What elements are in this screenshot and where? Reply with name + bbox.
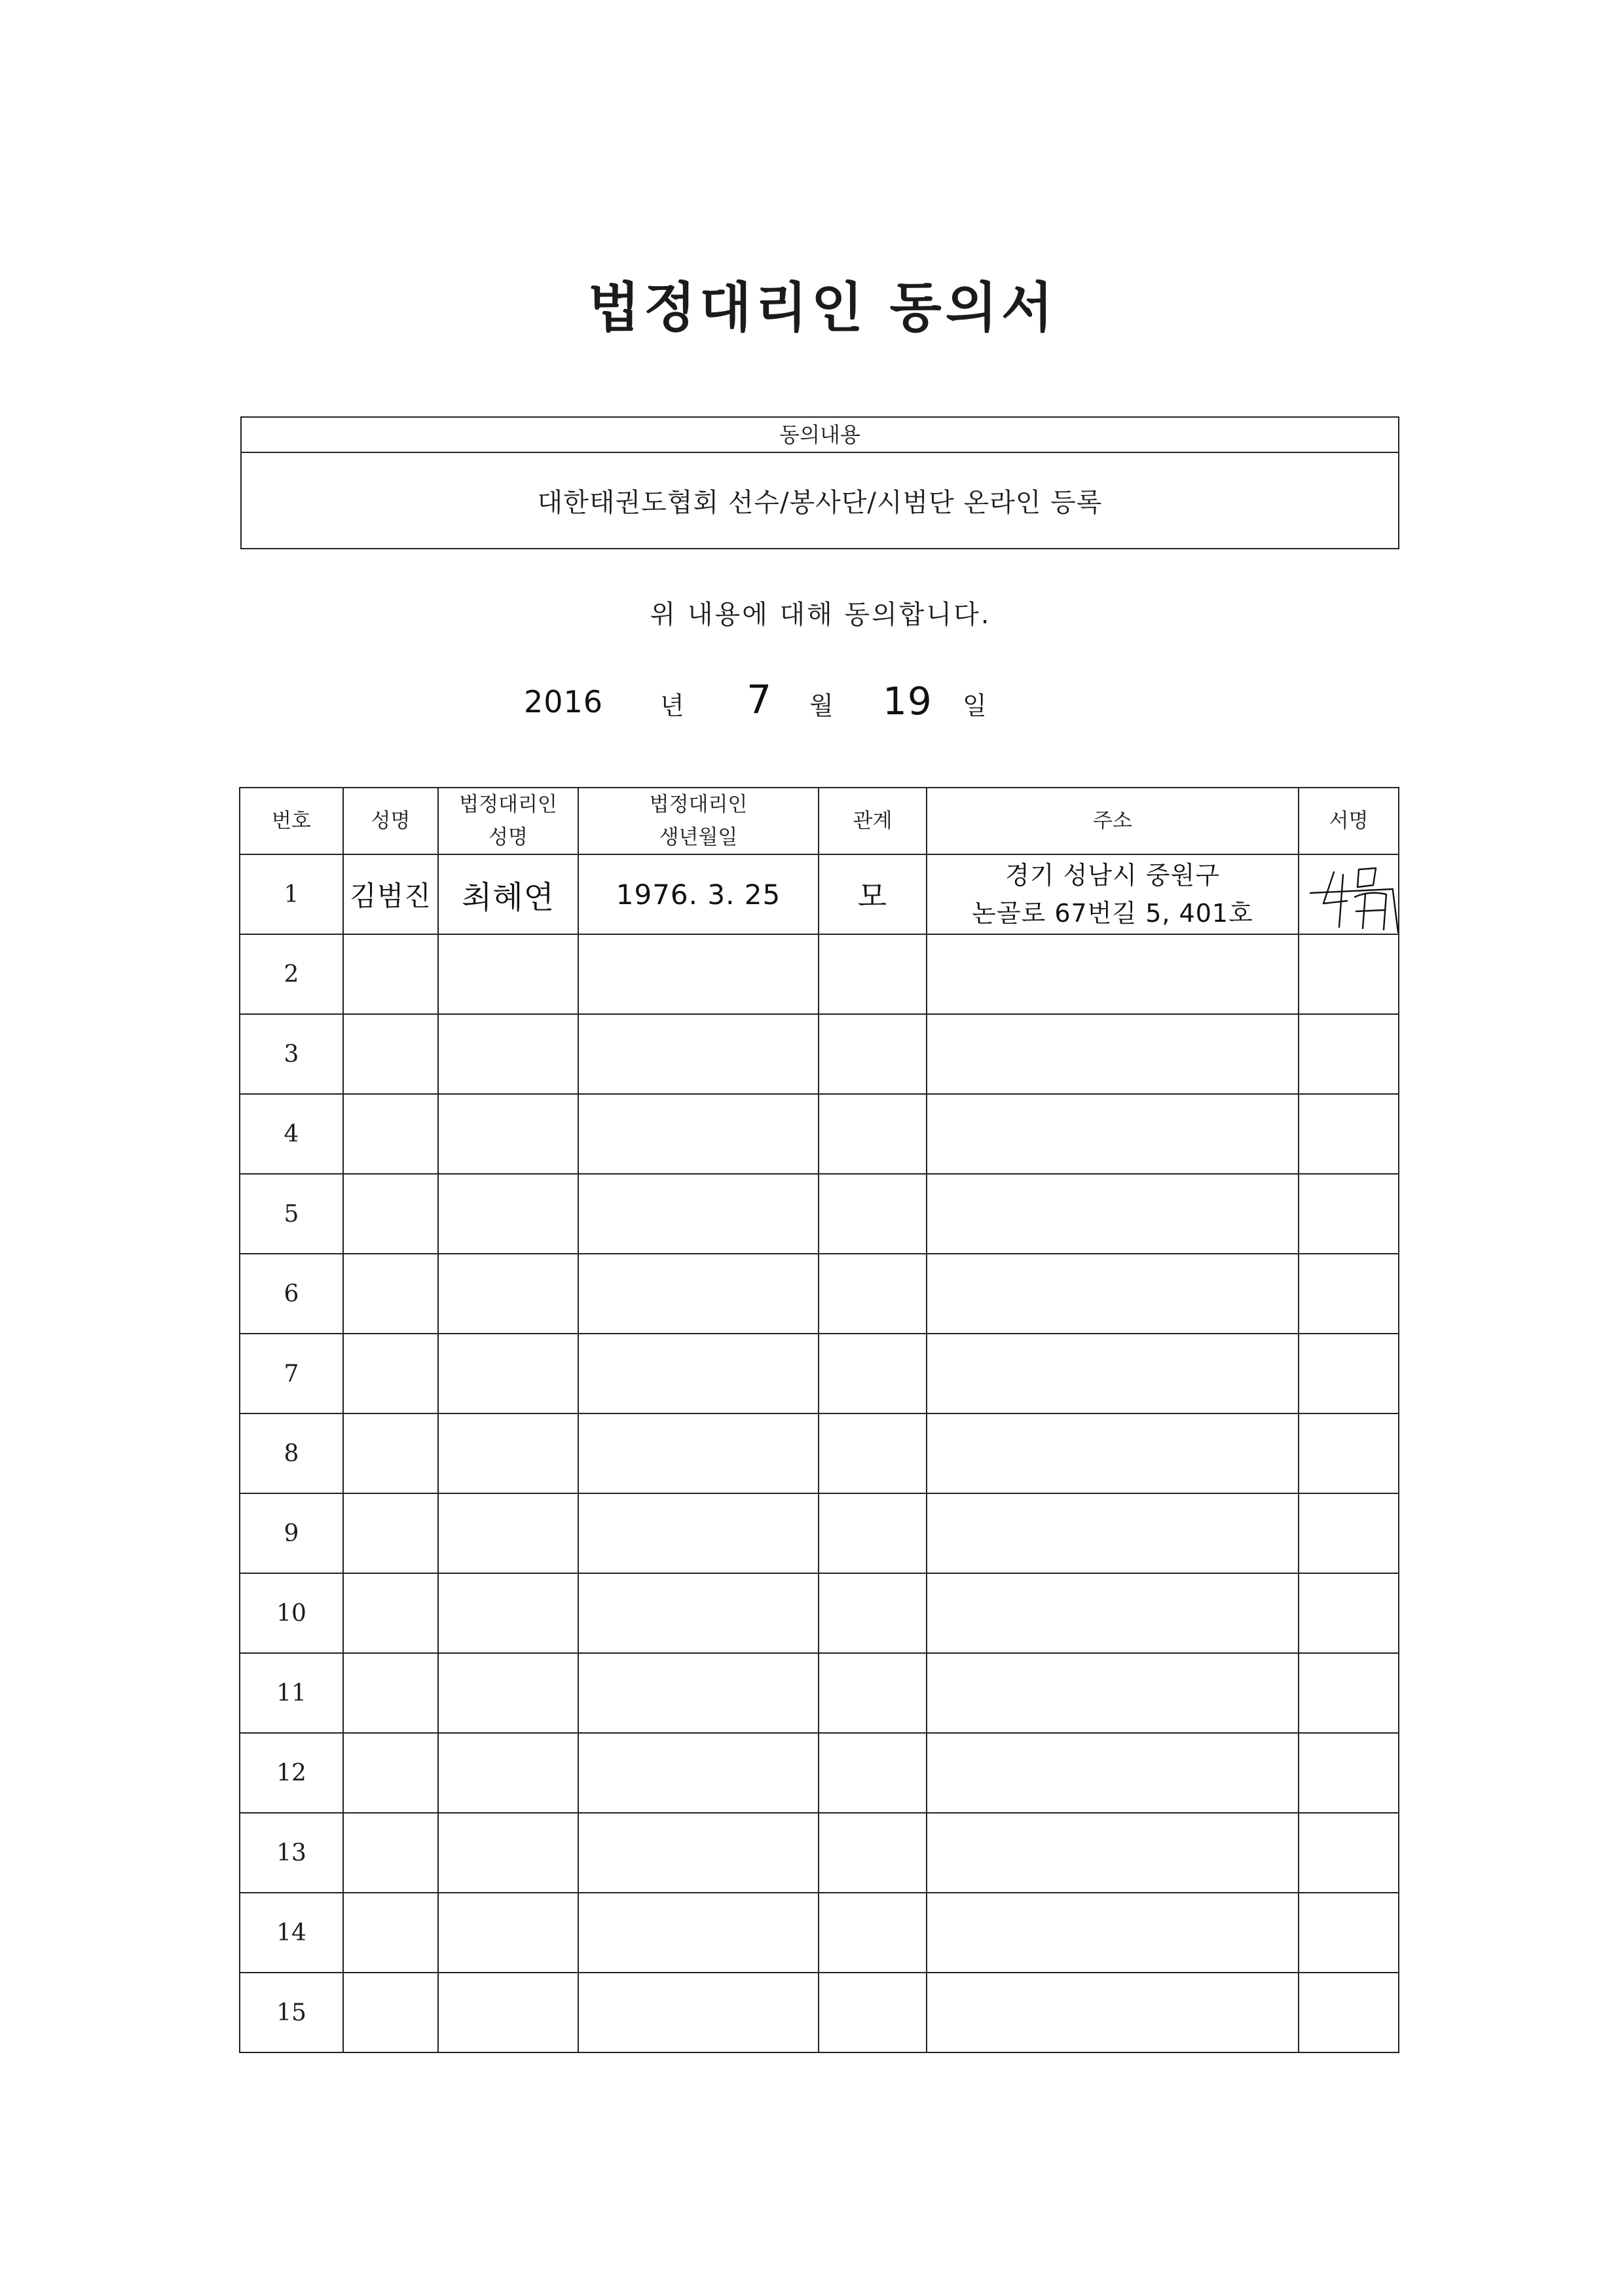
relationship-cell [819,1973,927,2052]
table-row [240,934,1399,1014]
consent-box-header: 동의내용 [242,418,1398,453]
guardian-birthdate-cell [578,1174,819,1254]
signature-cell [1299,1094,1399,1174]
guardian-name-cell [438,934,578,1014]
address-cell [927,1973,1299,2052]
student-name-cell [343,1014,438,1094]
relationship-cell [819,1573,927,1653]
row-number-cell [240,1254,343,1334]
address-cell [927,1813,1299,1893]
student-name-cell [343,1573,438,1653]
guardian-birthdate-cell [578,854,819,934]
guardian-birthdate-cell [578,1493,819,1573]
table-row [240,1413,1399,1493]
signature-cell [1299,1733,1399,1813]
guardian-name-cell [438,1334,578,1413]
relationship-cell [819,1493,927,1573]
guardian-name-cell [438,1573,578,1653]
row-number: 8 [284,1440,299,1467]
guardian-name-cell [438,1014,578,1094]
table-row [240,1973,1399,2052]
address-cell [927,1893,1299,1973]
row-number-cell [240,1094,343,1174]
row-number: 11 [276,1679,306,1707]
address-cell [927,934,1299,1014]
relationship-cell [819,854,927,934]
student-name-cell [343,854,438,934]
guardian-birthdate-cell [578,934,819,1014]
row-number: 2 [284,960,299,988]
guardian-consent-table [239,787,1399,2053]
signature-cell [1299,1413,1399,1493]
guardian-birthdate-cell [578,1653,819,1733]
address-cell [927,1254,1299,1334]
row-number: 4 [284,1120,299,1148]
table-header-row [240,788,1399,854]
guardian-name-cell [438,1813,578,1893]
row-number-cell [240,854,343,934]
relationship-cell [819,1813,927,1893]
relationship-cell [819,934,927,1014]
guardian-birthdate-cell [578,1973,819,2052]
guardian-name-cell [438,1493,578,1573]
row-number: 15 [276,1999,306,2026]
row-number: 12 [276,1759,306,1787]
table-row [240,854,1399,934]
student-name-handwritten: 김범진 [350,880,432,912]
row-number-cell [240,1334,343,1413]
table-row [240,1733,1399,1813]
date-month-handwritten: 7 [747,677,773,723]
row-number-cell [240,1493,343,1573]
table-header [240,788,1399,854]
table-row [240,1254,1399,1334]
address-line-handwritten: 논골로 67번길 5, 401호 [972,899,1253,928]
student-name-cell [343,1254,438,1334]
table-row [240,1493,1399,1573]
student-name-cell [343,1094,438,1174]
row-number: 14 [276,1919,306,1946]
relationship-cell [819,1014,927,1094]
row-number-cell [240,1413,343,1493]
guardian-birthdate-cell [578,1334,819,1413]
guardian-birthdate-cell [578,1254,819,1334]
table-row [240,1573,1399,1653]
table-row [240,1653,1399,1733]
row-number-cell [240,1733,343,1813]
relationship-cell [819,1653,927,1733]
guardian-name-cell [438,854,578,934]
row-number: 5 [284,1200,299,1228]
address-cell [927,1653,1299,1733]
row-number: 7 [284,1360,299,1387]
signature-cell [1299,1014,1399,1094]
student-name-cell [343,1813,438,1893]
row-number-cell [240,1014,343,1094]
table-row [240,1893,1399,1973]
guardian-name-handwritten: 최혜연 [461,879,555,916]
relationship-cell [819,1174,927,1254]
date-day-handwritten: 19 [883,679,932,723]
header-signature: 서명 [1299,788,1399,854]
consent-box [240,416,1399,549]
row-number: 10 [276,1599,306,1627]
row-number: 1 [284,881,299,908]
header-guardian-name-line2: 성명 [489,826,528,849]
address-cell [927,1014,1299,1094]
header-relationship: 관계 [819,788,927,854]
address-cell [927,1413,1299,1493]
header-guardian-name-line1: 법정대리인 [459,793,557,816]
relationship-handwritten: 모 [857,879,888,914]
row-number-cell [240,1573,343,1653]
address-cell [927,1493,1299,1573]
handwritten-signature [1306,863,1405,936]
student-name-cell [343,934,438,1014]
guardian-name-cell [438,1174,578,1254]
guardian-name-cell [438,1973,578,2052]
date-day-unit: 일 [963,691,987,720]
table-row [240,1813,1399,1893]
row-number: 13 [276,1839,306,1867]
table-row [240,1094,1399,1174]
student-name-cell [343,1893,438,1973]
header-name: 성명 [343,788,438,854]
address-line-handwritten: 경기 성남시 중원구 [1005,861,1220,890]
relationship-cell [819,1733,927,1813]
header-guardian-birthdate [578,788,819,854]
signature-cell [1299,1334,1399,1413]
table-body [240,854,1399,2052]
agreement-statement: 위 내용에 대해 동의합니다. [650,600,991,630]
guardian-name-cell [438,1254,578,1334]
signature-cell [1299,1174,1399,1254]
consent-content-text: 대한태권도협회 선수/봉사단/시범단 온라인 등록 [537,488,1103,518]
address-cell [927,1094,1299,1174]
guardian-name-cell [438,1413,578,1493]
guardian-name-cell [438,1094,578,1174]
guardian-birthdate-cell [578,1094,819,1174]
signature-cell [1299,1813,1399,1893]
guardian-name-cell [438,1733,578,1813]
consent-box-content [242,453,1398,548]
address-cell [927,1573,1299,1653]
student-name-cell [343,1653,438,1733]
row-number-cell [240,1973,343,2052]
relationship-cell [819,1413,927,1493]
student-name-cell [343,1973,438,2052]
signature-cell [1299,1973,1399,2052]
guardian-name-cell [438,1653,578,1733]
row-number: 6 [284,1280,299,1307]
table-row [240,1014,1399,1094]
guardian-birthdate-cell [578,1893,819,1973]
row-number: 9 [284,1520,299,1547]
student-name-cell [343,1334,438,1413]
address-cell [927,1733,1299,1813]
row-number-cell [240,1813,343,1893]
date-month-unit: 월 [809,691,834,720]
header-guardian-birthdate-line2: 생년월일 [659,826,738,849]
signature-cell [1299,1254,1399,1334]
table-row [240,1334,1399,1413]
date-year-unit: 년 [660,691,684,720]
address-cell [927,854,1299,934]
guardian-name-cell [438,1893,578,1973]
guardian-birthdate-cell [578,1573,819,1653]
address-cell [927,1334,1299,1413]
relationship-cell [819,1094,927,1174]
row-number-cell [240,934,343,1014]
row-number-cell [240,1893,343,1973]
row-number-cell [240,1174,343,1254]
guardian-birthdate-cell [578,1733,819,1813]
row-number-cell [240,1653,343,1733]
signature-cell [1299,1493,1399,1573]
table-row [240,1174,1399,1254]
header-address: 주소 [927,788,1299,854]
guardian-birthdate-handwritten: 1976. 3. 25 [616,878,781,911]
signature-cell [1299,1893,1399,1973]
relationship-cell [819,1254,927,1334]
student-name-cell [343,1413,438,1493]
row-number: 3 [284,1040,299,1068]
document-title: 법정대리인 동의서 [587,276,1058,339]
header-guardian-name [438,788,578,854]
date-year-handwritten: 2016 [524,684,604,720]
guardian-birthdate-cell [578,1014,819,1094]
header-guardian-birthdate-line1: 법정대리인 [649,793,748,816]
relationship-cell [819,1893,927,1973]
guardian-birthdate-cell [578,1813,819,1893]
signature-cell [1299,1573,1399,1653]
student-name-cell [343,1493,438,1573]
student-name-cell [343,1174,438,1254]
student-name-cell [343,1733,438,1813]
signature-cell [1299,1653,1399,1733]
address-cell [927,1174,1299,1254]
header-number: 번호 [240,788,343,854]
relationship-cell [819,1334,927,1413]
guardian-birthdate-cell [578,1413,819,1493]
signature-cell [1299,934,1399,1014]
